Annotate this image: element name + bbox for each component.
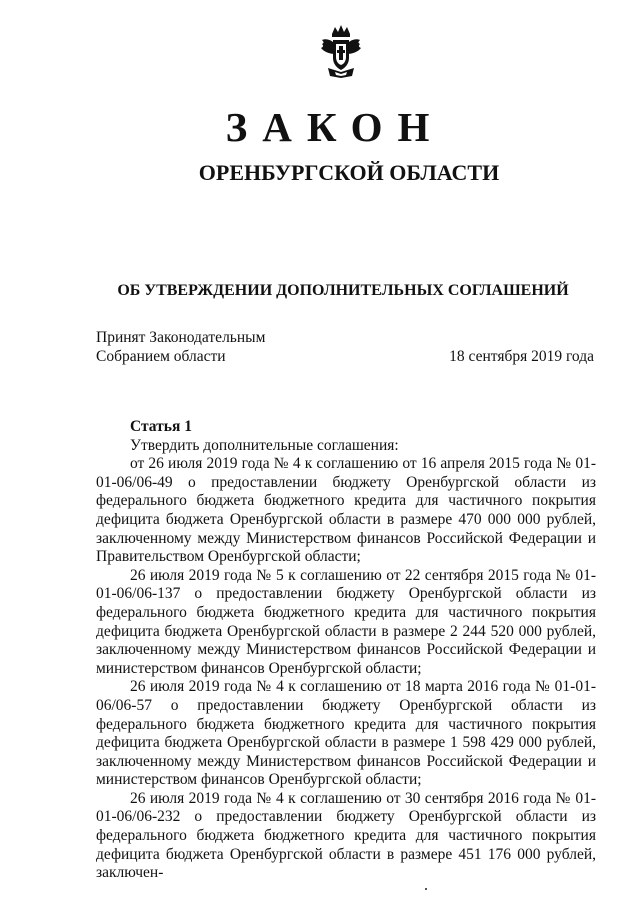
- adoption-body: [96, 328, 265, 366]
- coat-of-arms-icon: [318, 24, 364, 78]
- article-body: [96, 418, 596, 883]
- agreement-item-3: 26 июля 2019 года № 4 к соглашению от 18 марта 2016 года № 01-01-06/06-57 о предоставлении бюджету Оренбургской области из федерального бюджета бюджетного кредита для частичного покрытия дефицита бюджета Оренбургской области в размере 1 598 429 000 рублей, заключенному между Министерством финансов Российской Федерации и министерством финансов Оренбургской области;: [96, 678, 596, 789]
- scan-speck: [425, 888, 427, 890]
- adoption-line-1: Принят Законодательным: [96, 329, 266, 346]
- article-intro: Утвердить дополнительные соглашения:: [130, 436, 399, 454]
- adoption-line-2: Собранием области: [96, 348, 226, 365]
- document-subject: ОБ УТВЕРЖДЕНИИ ДОПОЛНИТЕЛЬНЫХ СОГЛАШЕНИЙ: [117, 282, 569, 299]
- document-region: ОРЕНБУРГСКОЙ ОБЛАСТИ: [198, 160, 500, 185]
- article-heading: Статья 1: [130, 418, 192, 435]
- agreement-item-1: от 26 июля 2019 года № 4 к соглашению от 16 апреля 2015 года № 01-01-06/06-49 о предоставлении бюджету Оренбургской области из федерального бюджета бюджетного кредита для частичного покрытия дефицита бюджета Оренбургской области в размере 470 000 000 рублей, заключенному между Министерством финансов Российской Федерации и Правительством Оренбургской области;: [96, 455, 596, 566]
- agreement-item-2: 26 июля 2019 года № 5 к соглашению от 22 сентября 2015 года № 01-01-06/06-137 о предоставлении бюджету Оренбургской области из федерального бюджета бюджетного кредита для частичного покрытия дефицита бюджета Оренбургской области в размере 2 244 520 000 рублей, заключенному между Министерством финансов Российской Федерации и министерством финансов Оренбургской области;: [96, 566, 596, 677]
- adoption-date: 18 сентября 2019 года: [449, 348, 594, 365]
- document-title: ЗАКОН: [225, 104, 445, 150]
- agreement-item-4: 26 июля 2019 года № 4 к соглашению от 30 сентября 2016 года № 01-01-06/06-232 о предоставлении бюджету Оренбургской области из федерального бюджета бюджетного кредита для частичного покрытия дефицита бюджета Оренбургской области в размере 451 176 000 рублей, заключен-: [96, 789, 596, 882]
